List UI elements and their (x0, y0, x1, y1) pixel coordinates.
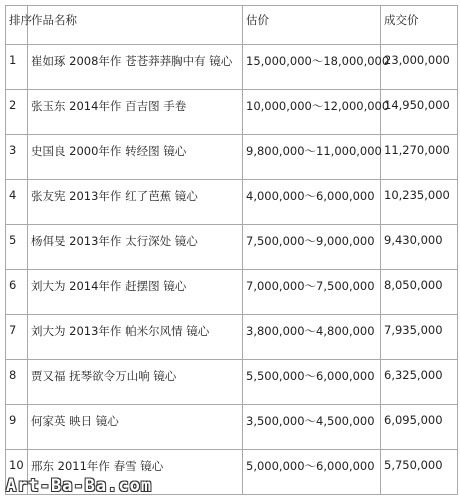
cell-rank: 7 (6, 315, 28, 360)
cell-estimate: 10,000,000～12,000,000 (243, 90, 381, 135)
cell-estimate: 4,000,000～6,000,000 (243, 180, 381, 225)
cell-rank: 8 (6, 360, 28, 405)
header-rank: 排序 (6, 6, 28, 45)
cell-estimate: 7,500,000～9,000,000 (243, 225, 381, 270)
cell-work-name: 崔如琢 2008年作 苍苍莽莽胸中有 镜心 (28, 45, 243, 90)
table-row (6, 135, 458, 180)
auction-results-table (5, 5, 458, 495)
watermark: Art-Ba-Ba.com (6, 476, 153, 496)
cell-sale-price: 6,095,000 (381, 405, 458, 450)
cell-sale-price: 14,950,000 (381, 90, 458, 135)
cell-sale-price: 10,235,000 (381, 180, 458, 225)
header-estimate: 估价 (243, 6, 381, 45)
cell-work-name: 张友宪 2013年作 红了芭蕉 镜心 (28, 180, 243, 225)
cell-sale-price: 5,750,000 (381, 450, 458, 495)
cell-sale-price: 11,270,000 (381, 135, 458, 180)
header-sale-price: 成交价 (381, 6, 458, 45)
table-row (6, 225, 458, 270)
cell-estimate: 5,000,000～6,000,000 (243, 450, 381, 495)
cell-rank: 3 (6, 135, 28, 180)
cell-estimate: 3,800,000～4,800,000 (243, 315, 381, 360)
cell-work-name: 刘大为 2014年作 赶摆图 镜心 (28, 270, 243, 315)
cell-estimate: 5,500,000～6,000,000 (243, 360, 381, 405)
cell-work-name: 邢东 2011年作 春雪 镜心 (28, 450, 243, 495)
cell-work-name: 何家英 映日 镜心 (28, 405, 243, 450)
cell-sale-price: 6,325,000 (381, 360, 458, 405)
table-row (6, 315, 458, 360)
cell-estimate: 7,000,000～7,500,000 (243, 270, 381, 315)
cell-rank: 10 (6, 450, 28, 495)
cell-rank: 6 (6, 270, 28, 315)
table-row (6, 45, 458, 90)
cell-work-name: 张玉东 2014年作 百吉图 手卷 (28, 90, 243, 135)
header-work-name: 作品名称 (28, 6, 243, 45)
cell-rank: 9 (6, 405, 28, 450)
table-header-row (6, 6, 458, 45)
cell-work-name: 刘大为 2013年作 帕米尔风情 镜心 (28, 315, 243, 360)
table-row (6, 405, 458, 450)
cell-estimate: 15,000,000～18,000,000 (243, 45, 381, 90)
cell-work-name: 史国良 2000年作 转经图 镜心 (28, 135, 243, 180)
cell-sale-price: 9,430,000 (381, 225, 458, 270)
cell-estimate: 9,800,000～11,000,000 (243, 135, 381, 180)
table-row (6, 180, 458, 225)
cell-estimate: 3,500,000～4,500,000 (243, 405, 381, 450)
table-row (6, 90, 458, 135)
table-row (6, 360, 458, 405)
table-body (6, 45, 458, 495)
cell-work-name: 贾又福 抚琴欲令万山响 镜心 (28, 360, 243, 405)
cell-rank: 1 (6, 45, 28, 90)
cell-sale-price: 7,935,000 (381, 315, 458, 360)
cell-rank: 2 (6, 90, 28, 135)
cell-rank: 4 (6, 180, 28, 225)
cell-rank: 5 (6, 225, 28, 270)
cell-sale-price: 23,000,000 (381, 45, 458, 90)
cell-work-name: 杨佴旻 2013年作 太行深处 镜心 (28, 225, 243, 270)
table-row (6, 270, 458, 315)
cell-sale-price: 8,050,000 (381, 270, 458, 315)
